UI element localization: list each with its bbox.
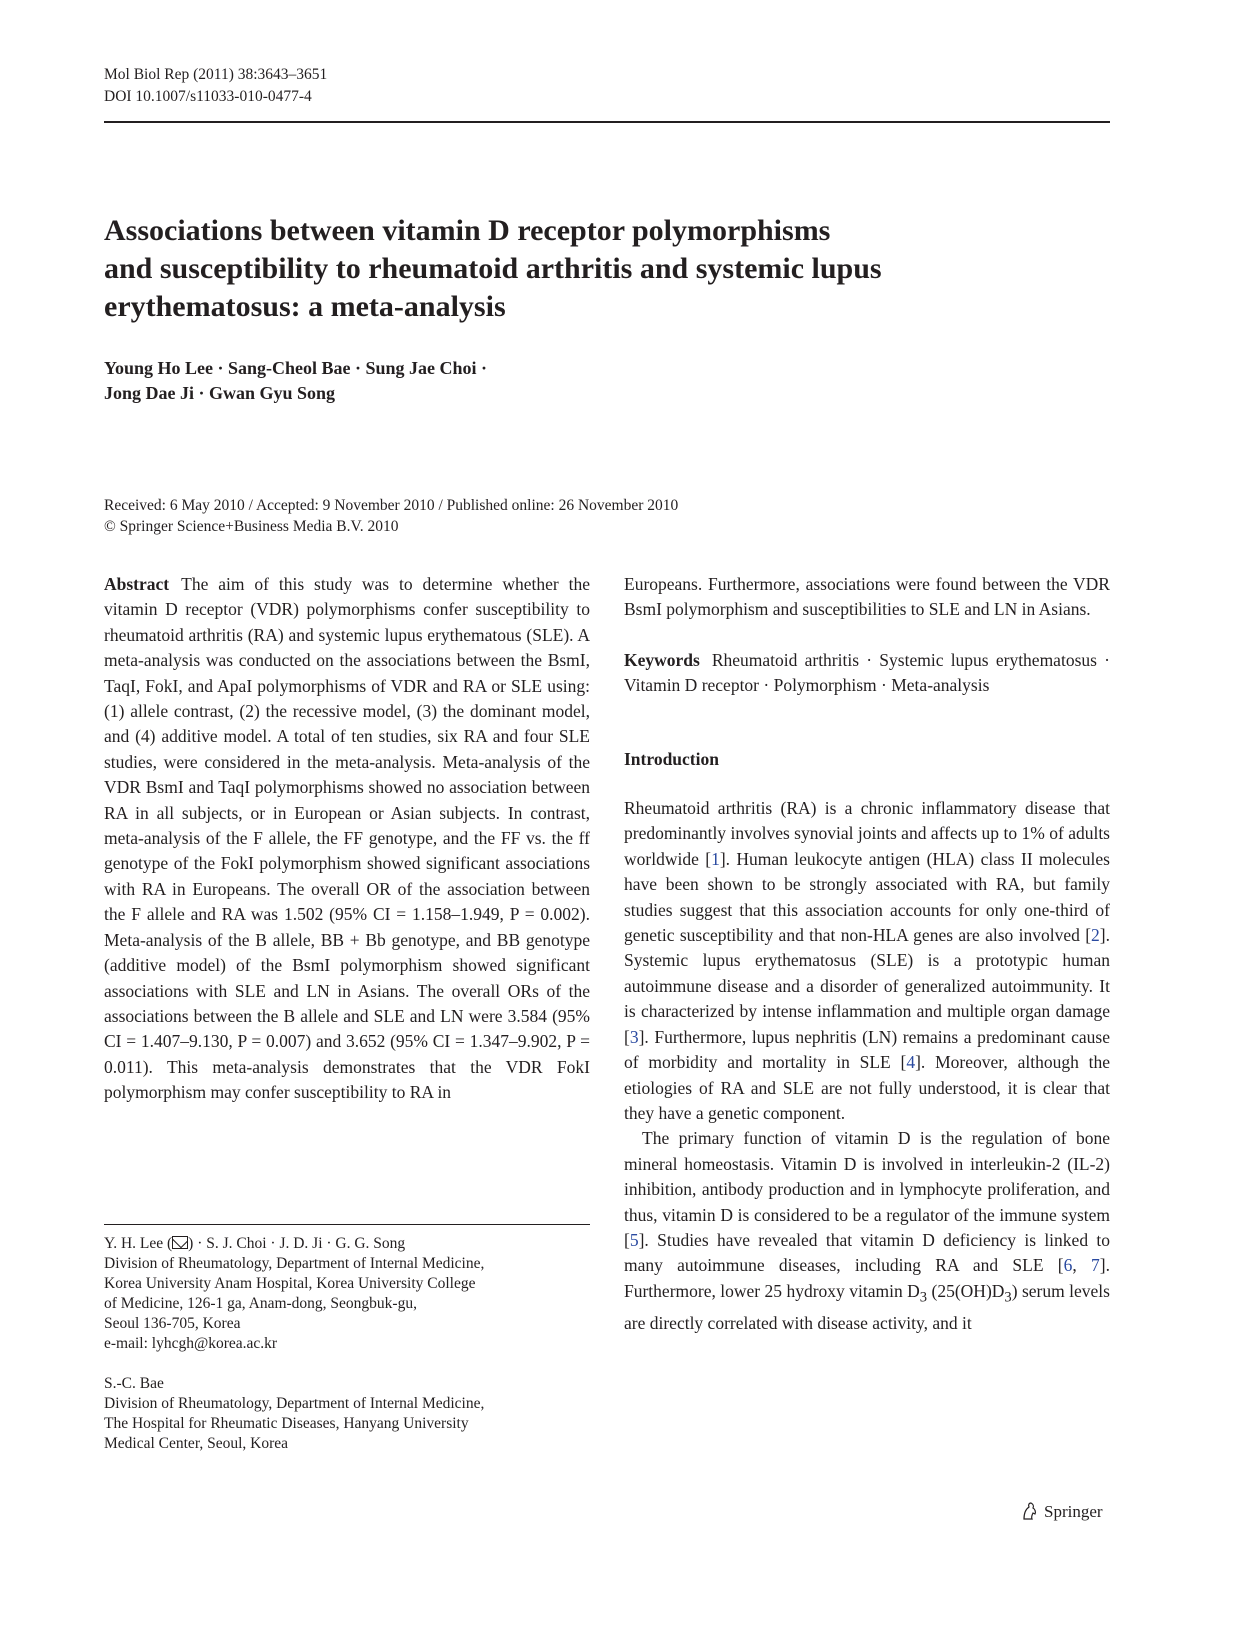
history-dates: Received: 6 May 2010 / Accepted: 9 November 2010 / Published online: 26 November 2010: [104, 497, 679, 514]
citation-link[interactable]: 2: [1091, 925, 1100, 946]
springer-horse-icon: [1020, 1501, 1040, 1521]
author-email[interactable]: e-mail: lyhcgh@korea.ac.kr: [104, 1335, 278, 1352]
citation-link[interactable]: 3: [629, 1026, 639, 1047]
journal-header: [104, 64, 327, 108]
doi: DOI 10.1007/s11033-010-0477-4: [104, 88, 312, 105]
affiliation-2-author: S.-C. Bae: [104, 1375, 164, 1392]
affiliation-line: Seoul 136-705, Korea: [104, 1315, 241, 1332]
title-line: Associations between vitamin D receptor polymorphisms: [104, 214, 831, 247]
abstract: [104, 572, 590, 1106]
author-line: Young Ho Lee · Sang-Cheol Bae · Sung Jae Choi ·: [104, 358, 488, 378]
affiliation-line: of Medicine, 126-1 ga, Anam-dong, Seongbuk-gu,: [104, 1295, 417, 1312]
affiliation-line: Division of Rheumatology, Department of Internal Medicine,: [104, 1395, 485, 1412]
citation-link[interactable]: 7: [1091, 1255, 1100, 1276]
publisher-logo: [1020, 1500, 1103, 1524]
title-line: and susceptibility to rheumatoid arthritis and systemic lupus: [104, 252, 882, 285]
subscript: 3: [919, 1289, 928, 1306]
affiliation-1-authors: Y. H. Lee ( ) · S. J. Choi · J. D. Ji · G. G. Song: [104, 1235, 406, 1252]
author-list: [104, 356, 804, 406]
header-rule: [104, 121, 1110, 123]
copyright: © Springer Science+Business Media B.V. 2010: [104, 518, 399, 535]
journal-citation: Mol Biol Rep (2011) 38:3643–3651: [104, 66, 328, 83]
citation-link[interactable]: 4: [906, 1052, 916, 1073]
introduction-paragraph-1: Rheumatoid arthritis (RA) is a chronic inflammatory disease that predominantly involves synovial joints and affects up to 1% of adults worldwide [1]. Human leukocyte antigen (HLA) class II molecules have been shown to be strongly associated with RA, but family studies suggest that this association accounts for only one-third of genetic susceptibility and that non-HLA genes are also involved [2]. Systemic lupus erythematosus (SLE) is a prototypic human autoimmune disease and a disorder of generalized autoimmunity. It is characterized by intense inflammation and multiple organ damage [3]. Furthermore, lupus nephritis (LN) remains a predominant cause of morbidity and mortality in SLE [4]. Moreover, although the etiologies of RA and SLE are not fully understood, it is clear that they have a genetic component.: [624, 798, 1110, 1123]
right-column: [624, 572, 1110, 1336]
citation-link[interactable]: 1: [711, 848, 720, 869]
footnote-rule: [104, 1224, 590, 1225]
affiliation-line: Medical Center, Seoul, Korea: [104, 1435, 289, 1452]
affiliations: [104, 1234, 590, 1454]
publisher-name: Springer: [1044, 1502, 1103, 1521]
citation-link[interactable]: 6: [1063, 1255, 1073, 1276]
keywords: [624, 648, 1110, 699]
title-line: erythematosus: a meta-analysis: [104, 290, 506, 323]
introduction-heading: Introduction: [624, 748, 719, 769]
paper-title: [104, 212, 1110, 326]
keywords-text: Rheumatoid arthritis · Systemic lupus erythematosus · Vitamin D receptor · Polymorphism · Meta-analysis: [624, 649, 1110, 696]
abstract-text: The aim of this study was to determine whether the vitamin D receptor (VDR) polymorphisms confer susceptibility to rheumatoid arthritis (RA) and systemic lupus erythematous (SLE). A meta-analysis was conducted on the associations between the BsmI, TaqI, FokI, and ApaI polymorphisms of VDR and RA or SLE using: (1) allele contrast, (2) the recessive model, (3) the dominant model, and (4) additive model. A total of ten studies, six RA and four SLE studies, were considered in the meta-analysis. Meta-analysis of the VDR BsmI and TaqI polymorphisms showed no association between RA in all subjects, or in European or Asian subjects. In contrast, meta-analysis of the F allele, the FF genotype, and the FF vs. the ff genotype of the FokI polymorphism showed significant associations with RA in Europeans. The overall OR of the association between the F allele and RA was 1.502 (95% CI = 1.158–1.949, P = 0.002). Meta-analysis of the B allele, BB + Bb genotype, and BB genotype (additive model) of the BsmI polymorphism showed significant associations with SLE and LN in Asians. The overall ORs of the associations between the B allele and SLE and LN were 3.584 (95% CI = 1.407–9.130, P = 0.007) and 3.652 (95% CI = 1.347–9.902, P = 0.011). This meta-analysis demonstrates that the VDR FokI polymorphism may confer susceptibility to RA in: [104, 574, 590, 1103]
introduction-paragraph-2: The primary function of vitamin D is the regulation of bone mineral homeostasis. Vitamin D is involved in interleukin-2 (IL-2) inhibition, antibody production and in lymphocyte proliferation, and thus, vitamin D is considered to be a regulator of the immune system [5]. Studies have revealed that vitamin D deficiency is linked to many autoimmune diseases, including RA and SLE [6, 7]. Furthermore, lower 25 hydroxy vitamin $D_3$ $(25(OH)D_3)$ serum levels are directly correlated with disease activity, and it: [624, 1128, 1110, 1333]
subscript: 3: [1004, 1289, 1012, 1306]
abstract-continuation: Europeans. Furthermore, associations were found between the VDR BsmI polymorphism and susceptibilities to SLE and LN in Asians.: [624, 574, 1110, 620]
publication-dates: [104, 495, 1110, 537]
affiliation-line: The Hospital for Rheumatic Diseases, Hanyang University: [104, 1415, 469, 1432]
affiliation-line: Division of Rheumatology, Department of Internal Medicine,: [104, 1255, 485, 1272]
author-line: Jong Dae Ji · Gwan Gyu Song: [104, 383, 336, 403]
left-column: [104, 572, 590, 1106]
citation-link[interactable]: 5: [629, 1229, 639, 1250]
keywords-label: Keywords: [624, 649, 700, 670]
affiliation-line: Korea University Anam Hospital, Korea University College: [104, 1275, 476, 1292]
abstract-label: Abstract: [104, 574, 170, 594]
envelope-icon: [172, 1236, 188, 1249]
